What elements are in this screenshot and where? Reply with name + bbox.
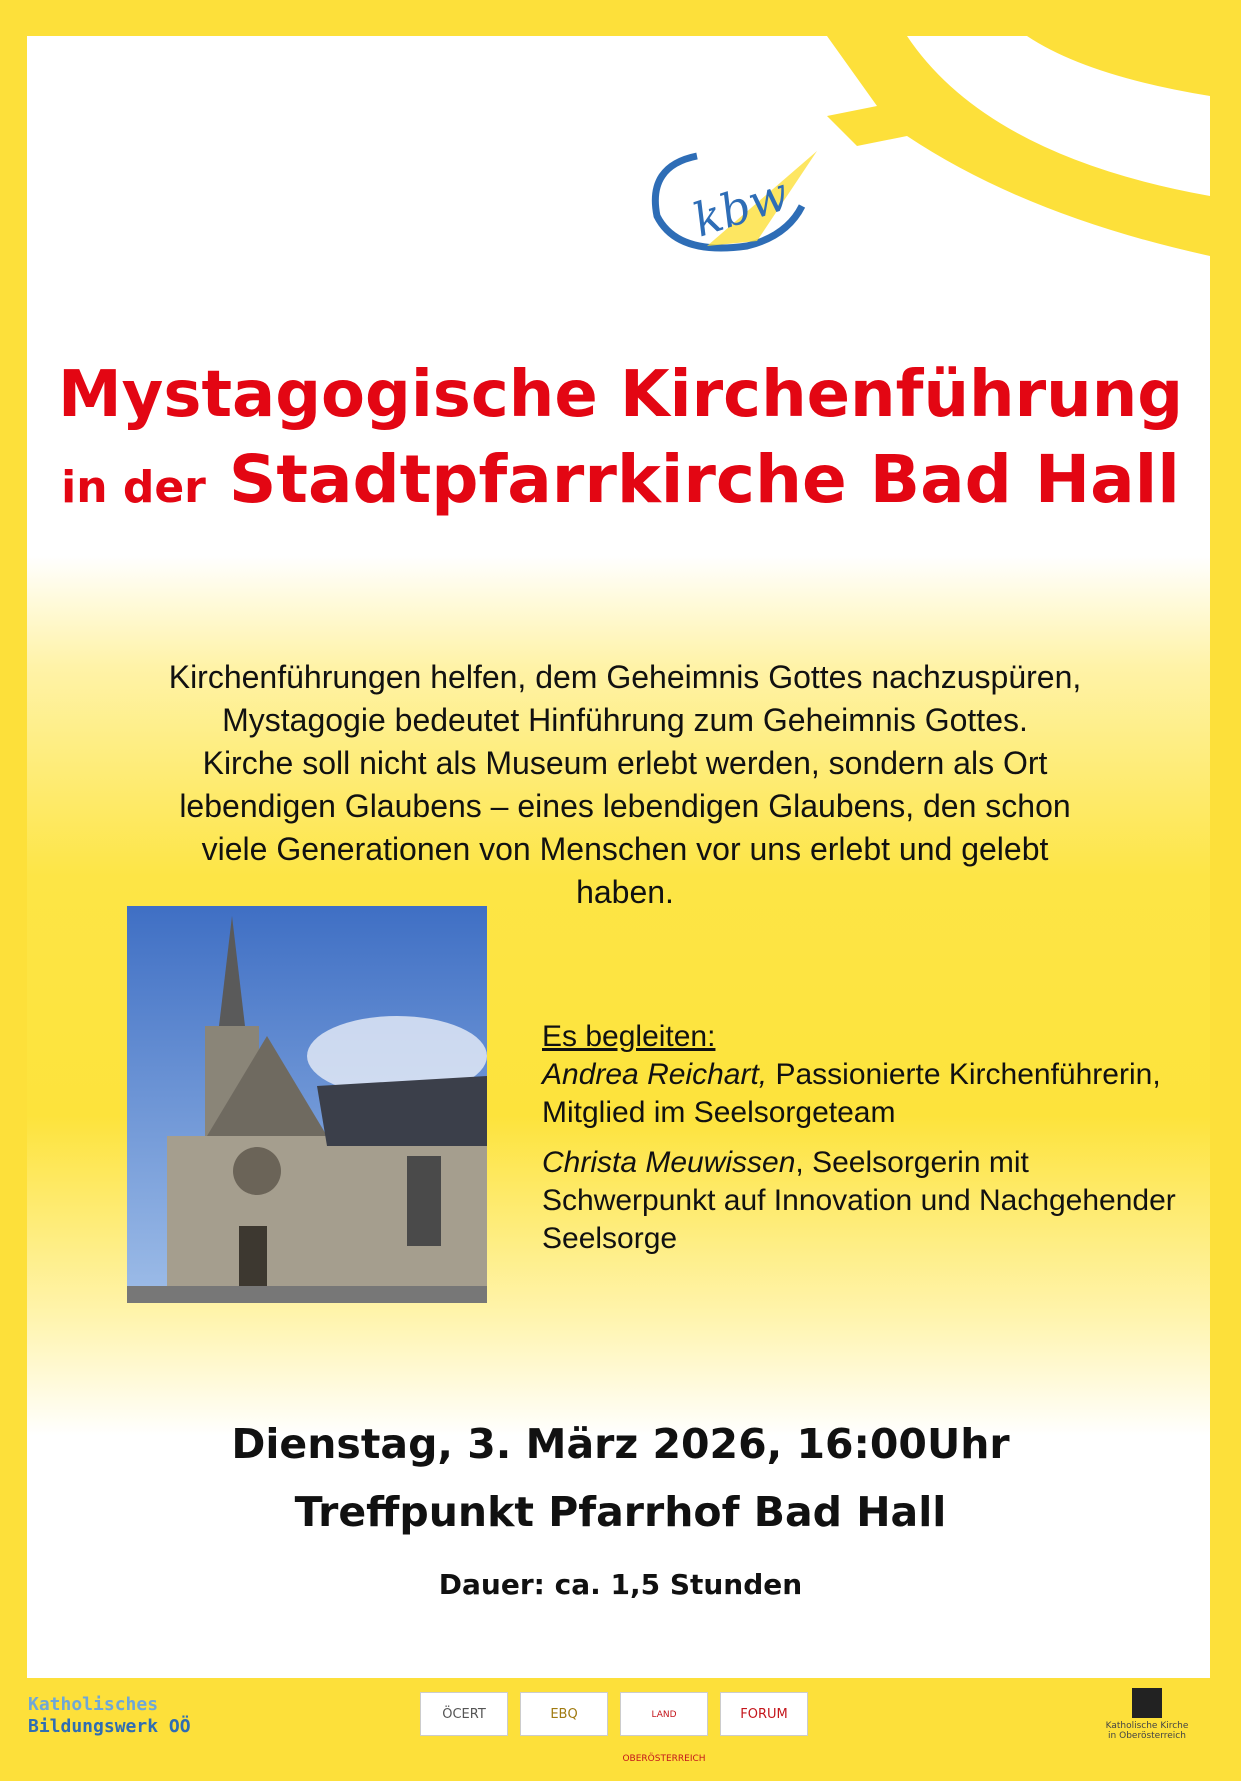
guide-1-description: Passionierte Kirchenführerin, Mitglied im Seelsorgeteam [542,1058,1161,1129]
yellow-ribbon-decoration [27,36,1210,276]
guide-1-name: Andrea Reichart, [542,1058,768,1091]
event-duration: Dauer: ca. 1,5 Stunden [438,1568,803,1601]
katholische-kirche-logo [1072,1688,1222,1741]
title-church-name: Stadtpfarrkirche Bad Hall [228,441,1180,518]
event-place: Treffpunkt Pfarrhof Bad Hall [294,1488,947,1536]
kk-icon [1132,1688,1162,1718]
intro-line: viele Generationen von Menschen vor uns erlebt und gelebt [201,831,1049,867]
guide-2 [542,1144,1202,1258]
kk-line1: Katholische Kirche [1105,1721,1189,1731]
title-prefix: in der [61,462,206,513]
poster-title-line2 [27,441,1210,518]
guide-2-name: Christa Meuwissen [542,1146,796,1179]
forum-badge: FORUM [720,1692,808,1736]
event-date: Dienstag, 3. März 2026, 16:00Uhr [231,1420,1010,1468]
land-ooe-badge: LAND OBERÖSTERREICH [620,1692,708,1736]
logo-text: kbw [686,166,796,248]
guide-2-description: , Seelsorgerin mit Schwerpunkt auf Innovation und Nachgehender Seelsorge [542,1146,1176,1255]
oecert-badge: ÖCERT [420,1692,508,1736]
kk-line2: in Oberösterreich [1108,1731,1186,1741]
footer-org-line1: Katholisches [28,1694,159,1715]
intro-line: Mystagogie bedeutet Hinführung zum Geheimnis Gottes. [222,702,1028,738]
intro-line: lebendigen Glaubens – eines lebendigen Glaubens, den schon [179,788,1071,824]
intro-paragraph [60,656,1190,914]
intro-line: Kirchenführungen helfen, dem Geheimnis Gottes nachzuspüren, [168,659,1082,695]
ebq-badge: EBQ [520,1692,608,1736]
poster-title-line1: Mystagogische Kirchenführung [57,358,1184,432]
guide-1 [542,1056,1202,1132]
intro-line: haben. [576,874,674,910]
footer-org-line2: Bildungswerk OÖ [28,1716,191,1737]
guides-heading: Es begleiten: [542,1020,716,1053]
kbw-footer-logo [28,1694,191,1738]
church-photo [127,906,487,1303]
guides-section [542,1018,1202,1270]
kbw-logo [637,146,837,276]
intro-line: Kirche soll nicht als Museum erlebt werden, sondern als Ort [202,745,1048,781]
